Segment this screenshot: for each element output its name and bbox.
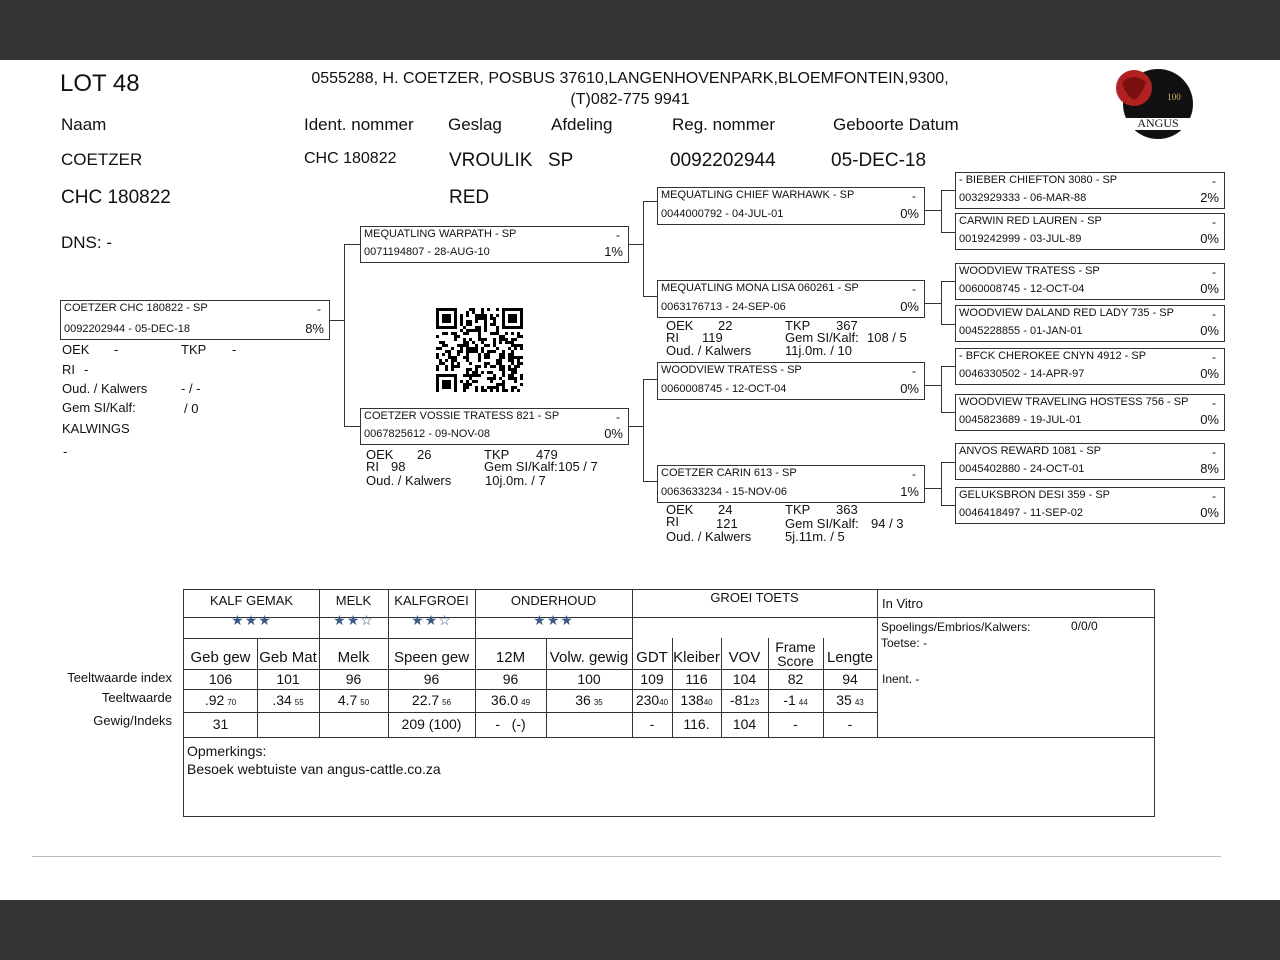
- dam-ri-val: 98: [391, 459, 406, 474]
- sire-dam-dash: -: [912, 282, 916, 296]
- sd-oek-label: OEK: [666, 318, 694, 333]
- invitro-title: In Vitro: [882, 596, 923, 611]
- dam-sire-pct: 0%: [900, 381, 919, 396]
- dam-pct: 0%: [604, 426, 623, 441]
- index-frame-score: 82: [787, 671, 804, 687]
- col-kleiber: Kleiber: [673, 649, 720, 666]
- ggp-8-name: GELUKSBRON DESI 359 - SP: [959, 489, 1110, 501]
- connector: [330, 320, 344, 321]
- great-grandparent-box-7: [955, 443, 1225, 480]
- connector: [941, 412, 955, 413]
- dam-stats: [366, 448, 636, 490]
- sire-dam-box: [657, 280, 925, 318]
- ebv-geb-mat: .34 55: [272, 692, 304, 708]
- header-ident: Ident. nommer: [304, 115, 414, 134]
- connector: [629, 426, 643, 427]
- connector: [643, 481, 657, 482]
- ggp-2-dash: -: [1212, 215, 1216, 229]
- ggp-2-reg: 0019242999 - 03-JUL-89: [959, 233, 1082, 245]
- ggp-6-name: WOODVIEW TRAVELING HOSTESS 756 - SP: [959, 396, 1189, 408]
- sd-oud-label: Oud. / Kalwers: [666, 343, 752, 358]
- ggp-5-dash: -: [1212, 350, 1216, 364]
- dam-oud-label: Oud. / Kalwers: [366, 473, 452, 488]
- connector: [643, 201, 657, 202]
- dam-gem-label: Gem SI/Kalf:: [484, 459, 558, 474]
- dam-oek-val: 26: [417, 447, 432, 462]
- ebv-melk: 4.7 50: [337, 692, 370, 708]
- bottom-bar: [0, 900, 1280, 960]
- connector: [941, 281, 955, 282]
- ebv-frame-score: -1 44: [783, 692, 808, 708]
- dam-dam-box: [657, 465, 925, 503]
- subject-ri-val: -: [84, 362, 89, 377]
- sire-dam-pct: 0%: [900, 299, 919, 314]
- animal-naam-2: CHC 180822: [61, 187, 171, 208]
- sd-ri-label: RI: [666, 330, 679, 345]
- sd-ri-val: 119: [702, 330, 723, 345]
- dd-tkp-val: 363: [836, 502, 858, 517]
- dam-reg: 0067825612 - 09-NOV-08: [364, 428, 490, 440]
- dd-gem-label: Gem SI/Kalf:: [785, 516, 859, 531]
- col-12m: 12M: [495, 649, 526, 666]
- dam-dam-stats: [666, 503, 926, 545]
- ggp-3-reg: 0060008745 - 12-OCT-04: [959, 283, 1085, 295]
- connector: [643, 379, 657, 380]
- sire-sire-pct: 0%: [900, 206, 919, 221]
- row-label-teeltwaarde: Teeltwaarde: [101, 690, 172, 705]
- ggp-1-dash: -: [1212, 174, 1216, 188]
- connector: [344, 244, 345, 426]
- index-melk: 96: [345, 671, 362, 687]
- subject-ri-label: RI: [62, 362, 75, 377]
- col-melk: Melk: [337, 649, 370, 666]
- gewig-frame-score: -: [793, 716, 798, 732]
- dd-tkp-label: TKP: [785, 502, 811, 517]
- stars-kalf-gemak: ★★★: [231, 612, 272, 628]
- breeder-line-2: (T)082-775 9941: [570, 91, 690, 108]
- col-gdt: GDT: [636, 649, 668, 666]
- group-onderhoud: ONDERHOUD: [510, 593, 597, 608]
- inent: Inent. -: [882, 672, 920, 686]
- ebv-kleiber: 13840: [680, 692, 713, 708]
- sire-box: [360, 226, 629, 263]
- great-grandparent-box-3: [955, 263, 1225, 300]
- subject-oek-val: -: [114, 342, 119, 357]
- subject-name: COETZER CHC 180822 - SP: [64, 302, 208, 314]
- ggp-3-name: WOODVIEW TRATESS - SP: [959, 265, 1100, 277]
- table-rule: [877, 617, 1155, 618]
- angus-logo: [1108, 60, 1200, 142]
- stars-kalfgroei: ★★☆: [411, 612, 452, 628]
- ggp-7-name: ANVOS REWARD 1081 - SP: [959, 445, 1102, 457]
- subject-reg: 0092202944 - 05-DEC-18: [64, 323, 190, 335]
- gewig-lengte: -: [847, 716, 853, 732]
- dd-oud-val: 5j.11m. / 5: [785, 529, 845, 544]
- ebv-geb-gew: .92 70: [204, 692, 237, 708]
- ggp-8-pct: 0%: [1200, 505, 1219, 520]
- dam-tkp-val: 479: [536, 447, 558, 462]
- col-geb-gew: Geb gew: [190, 649, 251, 666]
- connector: [941, 232, 955, 233]
- ggp-2-pct: 0%: [1200, 231, 1219, 246]
- connector: [941, 366, 942, 412]
- sire-sire-name: MEQUATLING CHIEF WARHAWK - SP: [661, 189, 855, 201]
- sd-gem-val: 108 / 5: [867, 330, 907, 345]
- lot-number: LOT 48: [60, 70, 140, 97]
- connector: [941, 462, 955, 463]
- toetse: Toetse: -: [881, 636, 928, 650]
- header-afdeling: Afdeling: [551, 115, 613, 134]
- table-rule: [184, 669, 877, 670]
- subject-tkp-label: TKP: [181, 342, 207, 357]
- great-grandparent-box-6: [955, 394, 1225, 431]
- index-vov: 104: [732, 671, 757, 687]
- stars-onderhoud: ★★★: [533, 612, 574, 628]
- sire-dam-reg: 0063176713 - 24-SEP-06: [661, 301, 786, 313]
- ggp-6-reg: 0045823689 - 19-JUL-01: [959, 414, 1082, 426]
- ggp-8-reg: 0046418497 - 11-SEP-02: [959, 507, 1083, 519]
- sd-oek-val: 22: [718, 318, 733, 333]
- col-volw-gewig: Volw. gewig: [549, 649, 629, 666]
- table-rule: [877, 590, 878, 737]
- connector: [925, 488, 941, 489]
- ggp-3-dash: -: [1212, 265, 1216, 279]
- index-lengte: 94: [842, 671, 858, 687]
- index-volw-gewig: 100: [577, 671, 601, 687]
- dam-name: COETZER VOSSIE TRATESS 821 - SP: [364, 410, 560, 422]
- ggp-6-pct: 0%: [1200, 412, 1219, 427]
- connector: [643, 201, 644, 296]
- gewig-kleiber: 116.: [683, 716, 710, 732]
- animal-dns: DNS: -: [61, 233, 112, 252]
- ggp-7-dash: -: [1212, 445, 1216, 459]
- spoelings-label: Spoelings/Embrios/Kalwers:: [881, 620, 1031, 634]
- table-rule: [184, 689, 877, 690]
- connector: [941, 324, 955, 325]
- gewig-gdt: -: [649, 716, 655, 732]
- dam-ri-label: RI: [366, 459, 379, 474]
- great-grandparent-box-5: [955, 348, 1225, 385]
- index-speen-gew: 96: [423, 671, 440, 687]
- subject-oud-label: Oud. / Kalwers: [62, 381, 148, 396]
- logo-badge: 100: [1167, 92, 1181, 102]
- sire-name: MEQUATLING WARPATH - SP: [364, 228, 517, 240]
- header-naam: Naam: [61, 115, 107, 134]
- ebv-speen-gew: 22.7 56: [411, 692, 452, 708]
- logo-text: ANGUS: [1137, 116, 1179, 130]
- group-kalf-gemak: KALF GEMAK: [209, 593, 294, 608]
- dam-dam-name: COETZER CARIN 613 - SP: [661, 467, 797, 479]
- subject-oud-val: - / -: [181, 381, 201, 396]
- dam-gem-val: 105 / 7: [558, 459, 598, 474]
- ggp-2-name: CARWIN RED LAUREN - SP: [959, 215, 1102, 227]
- dd-oek-label: OEK: [666, 502, 694, 517]
- dam-dam-dash: -: [912, 467, 916, 481]
- dd-ri-label: RI: [666, 514, 679, 529]
- connector: [344, 426, 360, 427]
- row-label-gewig: Gewig/Indeks: [93, 713, 172, 728]
- stars-melk: ★★☆: [333, 612, 374, 628]
- index-12m: 96: [502, 671, 519, 687]
- table-rule: [184, 712, 877, 713]
- sire-sire-dash: -: [912, 189, 916, 203]
- sd-tkp-val: 367: [836, 318, 858, 333]
- connector: [941, 190, 955, 191]
- ggp-5-pct: 0%: [1200, 366, 1219, 381]
- gewig-vov: 104: [732, 716, 757, 732]
- subject-kalwings-val: -: [63, 444, 68, 459]
- connector: [941, 366, 955, 367]
- gewig-geb-gew: 31: [212, 716, 229, 732]
- ggp-4-reg: 0045228855 - 01-JAN-01: [959, 325, 1083, 337]
- connector: [643, 296, 657, 297]
- connector: [941, 505, 955, 506]
- gewig-speen-gew: 209 (100): [401, 716, 462, 732]
- subject-tkp-val: -: [232, 342, 237, 357]
- col-speen-gew: Speen gew: [393, 649, 470, 666]
- table-rule: [184, 638, 632, 639]
- ggp-7-reg: 0045402880 - 24-OCT-01: [959, 463, 1085, 475]
- table-rule: [184, 737, 1155, 738]
- animal-geslag: VROULIK: [449, 150, 533, 171]
- opmerkings-label: Opmerkings:: [187, 743, 267, 759]
- sd-tkp-label: TKP: [785, 318, 811, 333]
- dd-oud-label: Oud. / Kalwers: [666, 529, 752, 544]
- index-kleiber: 116: [685, 671, 708, 687]
- sire-dam-name: MEQUATLING MONA LISA 060261 - SP: [661, 282, 859, 294]
- ggp-8-dash: -: [1212, 489, 1216, 503]
- dam-oud-val: 10j.0m. / 7: [485, 473, 546, 488]
- ebv-gdt: 23040: [635, 692, 669, 708]
- header-geboorte: Geboorte Datum: [833, 115, 959, 134]
- sd-oud-val: 11j.0m. / 10: [785, 343, 852, 358]
- sire-sire-reg: 0044000792 - 04-JUL-01: [661, 208, 784, 220]
- connector: [941, 462, 942, 505]
- great-grandparent-box-2: [955, 213, 1225, 250]
- connector: [629, 244, 643, 245]
- subject-box: [60, 300, 330, 340]
- dam-box: [360, 408, 629, 445]
- ggp-3-pct: 0%: [1200, 281, 1219, 296]
- group-kalfgroei: KALFGROEI: [394, 593, 469, 608]
- ebv-vov: -8123: [729, 692, 760, 708]
- connector: [925, 303, 941, 304]
- subject-gem-label: Gem SI/Kalf:: [62, 400, 136, 415]
- dam-dam-reg: 0063633234 - 15-NOV-06: [661, 486, 787, 498]
- animal-naam: COETZER: [61, 150, 143, 169]
- header-reg: Reg. nommer: [672, 115, 775, 134]
- animal-kleur: RED: [449, 187, 490, 208]
- sire-sire-box: [657, 187, 925, 225]
- index-geb-mat: 101: [276, 671, 300, 687]
- sire-reg: 0071194807 - 28-AUG-10: [364, 246, 490, 258]
- great-grandparent-box-8: [955, 487, 1225, 524]
- ggp-1-name: - BIEBER CHIEFTON 3080 - SP: [959, 174, 1118, 186]
- breeder-line-1: 0555288, H. COETZER, POSBUS 37610,LANGENHOVENPARK,BLOEMFONTEIN,9300,: [311, 70, 949, 87]
- ggp-1-reg: 0032929333 - 06-MAR-88: [959, 192, 1087, 204]
- dd-gem-val: 94 / 3: [871, 516, 904, 531]
- col-geb-mat: Geb Mat: [259, 649, 317, 666]
- sire-pct: 1%: [604, 244, 623, 259]
- group-groei-toets: GROEI TOETS: [710, 590, 799, 605]
- col-lengte: Lengte: [827, 649, 873, 666]
- ebv-volw-gewig: 36 35: [575, 692, 603, 708]
- dam-dash: -: [616, 410, 620, 424]
- gewig-12m: - (-): [495, 716, 526, 732]
- sire-dash: -: [616, 228, 620, 242]
- header-geslag: Geslag: [448, 115, 502, 134]
- group-melk: MELK: [335, 593, 372, 608]
- subject-oek-label: OEK: [62, 342, 90, 357]
- footer-divider: [32, 856, 1221, 857]
- ggp-4-name: WOODVIEW DALAND RED LADY 735 - SP: [959, 307, 1174, 319]
- sd-gem-label: Gem SI/Kalf:: [785, 330, 859, 345]
- connector: [925, 385, 941, 386]
- subject-pct: 8%: [305, 321, 324, 336]
- connector: [344, 244, 360, 245]
- ebv-12m: 36.0 49: [490, 692, 531, 708]
- col-frame-score: Frame Score: [775, 639, 816, 669]
- dam-oek-label: OEK: [366, 447, 394, 462]
- connector: [941, 190, 942, 232]
- performance-table: [183, 589, 1155, 817]
- ggp-4-pct: 0%: [1200, 323, 1219, 338]
- col-vov: VOV: [728, 649, 761, 666]
- subject-dash: -: [317, 302, 321, 316]
- index-geb-gew: 106: [208, 671, 233, 687]
- connector: [925, 210, 941, 211]
- dam-sire-box: [657, 362, 925, 400]
- ggp-5-reg: 0046330502 - 14-APR-97: [959, 368, 1085, 380]
- subject-kalwings: KALWINGS: [62, 421, 130, 436]
- dd-ri-val: 121: [716, 516, 738, 531]
- dd-oek-val: 24: [718, 502, 733, 517]
- dam-tkp-label: TKP: [484, 447, 510, 462]
- dam-dam-pct: 1%: [900, 484, 919, 499]
- ggp-4-dash: -: [1212, 307, 1216, 321]
- connector: [941, 281, 942, 324]
- subject-stats: [62, 343, 332, 463]
- ggp-1-pct: 2%: [1200, 190, 1219, 205]
- sire-dam-stats: [666, 319, 926, 361]
- qr-code: [436, 308, 523, 392]
- top-bar: [0, 0, 1280, 60]
- ggp-5-name: - BFCK CHEROKEE CNYN 4912 - SP: [959, 350, 1147, 362]
- subject-gem-val: / 0: [184, 401, 199, 416]
- opmerkings-text: Besoek webtuiste van angus-cattle.co.za: [187, 761, 441, 777]
- dam-sire-reg: 0060008745 - 12-OCT-04: [661, 383, 787, 395]
- dam-sire-dash: -: [912, 364, 916, 378]
- spoelings-value: 0/0/0: [1071, 619, 1098, 633]
- dam-sire-name: WOODVIEW TRATESS - SP: [661, 364, 802, 376]
- row-label-index: Teeltwaarde index: [67, 670, 172, 685]
- index-gdt: 109: [640, 671, 664, 687]
- connector: [643, 379, 644, 481]
- animal-afdeling: SP: [548, 150, 574, 171]
- animal-geboorte: 05-DEC-18: [831, 150, 927, 171]
- animal-reg: 0092202944: [670, 150, 776, 171]
- animal-ident: CHC 180822: [304, 150, 397, 167]
- ggp-6-dash: -: [1212, 396, 1216, 410]
- great-grandparent-box-1: [955, 172, 1225, 209]
- ebv-lengte: 35 43: [836, 692, 864, 708]
- great-grandparent-box-4: [955, 305, 1225, 342]
- ggp-7-pct: 8%: [1200, 461, 1219, 476]
